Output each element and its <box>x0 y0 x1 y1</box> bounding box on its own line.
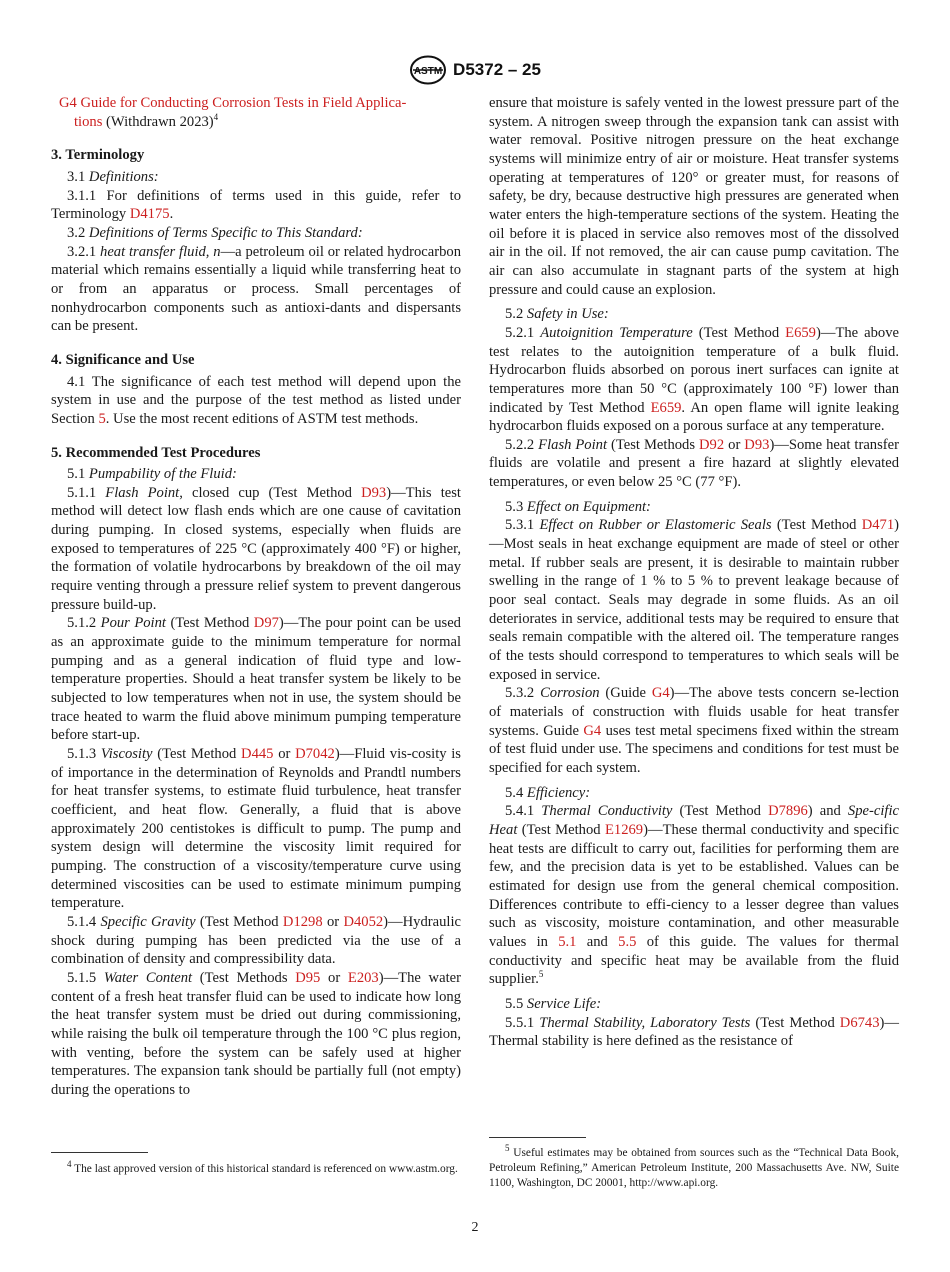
footnote-ref-5: 5 <box>538 969 544 980</box>
para-3-1-1: 3.1.1 For definitions of terms used in this guide, refer to Terminology D4175. <box>51 187 461 223</box>
ref-d4052-link[interactable]: D4052 <box>343 913 384 930</box>
ref-d445-link[interactable]: D445 <box>241 746 274 762</box>
footnote-5: $^5$ Useful estimates may be obtained from sources such as the “Technical Data Book, Petroleum Refining,” American Petroleum Institute, 200 Massachusetts Ave. NW, Suite 1100, Washington, DC 20001, http://www.api.org. <box>489 1143 899 1189</box>
section-4-heading: 4. Significance and Use <box>51 351 195 368</box>
reference-g4 <box>51 94 461 131</box>
ref-d93-link[interactable]: D93 <box>361 484 387 501</box>
ref-g4-link-2[interactable]: G4 <box>583 722 602 739</box>
para-5-4: 5.4 Efficiency: <box>505 784 591 801</box>
ref-e203-link[interactable]: E203 <box>347 969 379 986</box>
para-3-2: 3.2 Definitions of Terms Specific to This Standard: <box>67 224 363 241</box>
para-5-3: 5.3 Effect on Equipment: <box>505 498 651 515</box>
ref-d1298-link[interactable]: D1298 <box>282 913 323 930</box>
section-3-heading: 3. Terminology <box>51 147 145 164</box>
ref-d6743-link[interactable]: D6743 <box>839 1014 880 1031</box>
left-column <box>51 94 461 1099</box>
footnote-4: $^4$ The last approved version of this historical standard is referenced on www.astm.org. <box>67 1159 458 1175</box>
reference-g4-title-2[interactable]: tions <box>74 113 103 130</box>
astm-logo-icon <box>409 55 447 85</box>
para-5-5: 5.5 Service Life: <box>505 995 602 1012</box>
reference-g4-title-1[interactable]: Guide for Conducting Corrosion Tests in Field Applica- <box>80 95 407 111</box>
ref-section-5-5-link[interactable]: 5.5 <box>618 933 637 950</box>
para-5-3-1: 5.3.1 Effect on Rubber or Elastomeric Seals (Test Method D471)—Most seals in heat exchange equipment are made of steel or other metal. If rubber seals are present, it is desirable to maintain rubber swelling in the range of 1 % to 5 % to prevent leakage because of poor seal contact. Seals may degrade in some fluids. As an oil deteriorates in service, additional tests may be required to ensure that seals remain compatible with the altered oil. The temperature ranges of the tests should correspond to temperatures to which seals will be exposed in service. <box>489 517 899 683</box>
para-5-5-1: 5.5.1 Thermal Stability, Laboratory Tests (Test Method D6743)—Thermal stability is here defined as the resistance of <box>489 1014 899 1050</box>
para-5-1-5-continued: ensure that moisture is safely vented in the lowest pressure part of the system. A nitrogen sweep through the expansion tank can assist with water removal. Positive nitrogen pressure on the heat exchange systems will minimize entry of air or moisture. Heat transfer systems operating at temperatures of 120° or greater must, for reasons of safety, be dry, because destructive high pressures are generated when water enters the high-temperature sections of the system. Heating the oil before it is placed in service also removes most of the dissolved air in the oil. If not removed, the air can cause pump cavitation. The air can also accumulate in stagnant parts of the system at high pressure and could cause an explosion. <box>489 95 899 298</box>
page-number: 2 <box>471 1220 479 1235</box>
para-3-1: 3.1 Definitions: <box>67 168 159 185</box>
para-5-1-5: 5.1.5 Water Content (Test Methods D95 or E203)—The water content of a fresh heat transfer fluid can be used to indicate how long the heat transfer system must be dried out during commissioning, while raising the bulk oil temperature through the 100 °C plus region, with venting, before the system can be safely used at higher temperatures. The expansion tank should be partially full (not empty) during the operations to <box>51 969 461 1098</box>
para-5-1-2: 5.1.2 Pour Point (Test Method D97)—The pour point can be used as an approximate guide to the minimum temperature for normal pumping and as a general indication of fluid type and low-temperature properties. Should a heat transfer system be likely to be subjected to low temperatures when not in use, the system should be trace heated to warm the fluid above minimum pumping temperature before start-up. <box>51 615 461 744</box>
ref-d95-link[interactable]: D95 <box>295 969 321 986</box>
ref-section-5-link[interactable]: 5 <box>98 410 106 427</box>
ref-e1269-link[interactable]: E1269 <box>605 821 644 838</box>
ref-d471-link[interactable]: D471 <box>861 517 895 534</box>
ref-section-5-1-link[interactable]: 5.1 <box>558 933 577 950</box>
para-5-3-2: 5.3.2 Corrosion (Guide G4)—The above tests concern se-lection of materials of construction with fluids usable for heat transfer systems. Guide G4 uses test metal specimens fixed within the stream of test fluid under use. The specimens and conditions for test must be specified for each system. <box>489 685 899 776</box>
ref-d7896-link[interactable]: D7896 <box>768 803 808 820</box>
para-5-2: 5.2 Safety in Use: <box>505 306 609 323</box>
ref-d93-link-2[interactable]: D93 <box>744 436 770 453</box>
para-5-1: 5.1 Pumpability of the Fluid: <box>67 466 237 483</box>
para-5-1-1: 5.1.1 Flash Point, closed cup (Test Method D93)—This test method will detect low flash ends which are one cause of cavitation during pumping. In closed systems, especially when fluids are exposed to temperatures of 225 °C (approximately 400 °F) or higher, the formation of volatile hydrocarbons by breakdown of the oil may require venting through a pressure relief system to prevent dangerous pressure build-up. <box>51 484 461 613</box>
ref-d4175-link[interactable]: D4175 <box>129 206 170 223</box>
footnote-divider-left <box>51 1152 148 1153</box>
para-5-4-1: 5.4.1 Thermal Conductivity (Test Method D7896) and Spe-cific Heat (Test Method E1269)—These thermal conductivity and specific heat tests are difficult to carry out, facilities for performing them are few, and the precision data is yet to be established. Values can be estimated for design use from the general chemical composition. Differences contribute to effi-ciency to a lesser degree than values such as viscosity, moisture contamination, and other measurable values in 5.1 and 5.5 of this guide. The values for thermal conductivity and specific heat may be available from the fluid supplier.$^5$ <box>489 803 900 988</box>
para-5-1-4: 5.1.4 Specific Gravity (Test Method D1298 or D4052)—Hydraulic shock during pumping has been predicted via the use of a combination of density and compressibility data. <box>51 913 461 968</box>
ref-e659-link[interactable]: E659 <box>785 324 816 341</box>
ref-d7042-link[interactable]: D7042 <box>295 746 335 762</box>
document-designation: D5372 – 25 <box>453 60 541 79</box>
ref-g4-link[interactable]: G4 <box>651 685 670 702</box>
para-5-1-3: 5.1.3 Viscosity (Test Method D445 or D7042)—Fluid vis-cosity is of importance in the determination of Reynolds and Prandtl numbers for heat transfer systems, to estimate fluid turbulence, heat transfer coefficient, and heat flow. Generally, a fluid that is above approximately 200 centistokes is difficult to pump. The pump and system design will determine the viscosity limit required for pumping. The construction of a viscosity/temperature curve using determined viscosities can be used to estimate minimum pumping temperature. <box>51 746 461 912</box>
ref-d97-link[interactable]: D97 <box>253 615 279 632</box>
para-5-2-2: 5.2.2 Flash Point (Test Methods D92 or D93)—Some heat transfer fluids are volatile and present a fire hazard at slightly elevated temperatures, or even below 25 °C (77 °F). <box>489 436 899 491</box>
page-header <box>0 55 950 85</box>
right-column <box>489 94 899 1051</box>
svg-text:ASTM: ASTM <box>413 66 443 77</box>
reference-g4-code-link[interactable]: G4 <box>59 95 77 111</box>
reference-g4-withdrawn: (Withdrawn 2023) <box>106 113 214 130</box>
para-5-2-1: 5.2.1 Autoignition Temperature (Test Method E659)—The above test relates to the autoignition temperature of a bulk fluid. Hydrocarbon fluids absorbed on porous inert surfaces can ignite at temperatures more than 50 °C (approximately 100 °F) lower than indicated by Test Method E659. An open flame will ignite leaking hydrocarbon fluids exposed on a porous surface at any temperature. <box>489 324 899 435</box>
ref-d92-link[interactable]: D92 <box>699 436 725 453</box>
footnote-divider-right <box>489 1137 586 1138</box>
footnote-ref-4: 4 <box>213 111 219 122</box>
para-3-2-1: 3.2.1 heat transfer fluid, n—a petroleum oil or related hydrocarbon material which remains essentially a liquid while transferring heat to or from an apparatus or process. Small percentages of nonhydrocarbon components such as antioxi-dants and dispersants can be present. <box>51 243 461 335</box>
section-5-heading: 5. Recommended Test Procedures <box>51 444 261 461</box>
para-4-1: 4.1 The significance of each test method will depend upon the system in use and the purpose of the test method as listed under Section 5. Use the most recent editions of ASTM test methods. <box>51 373 461 427</box>
ref-e659-link-2[interactable]: E659 <box>650 399 682 416</box>
